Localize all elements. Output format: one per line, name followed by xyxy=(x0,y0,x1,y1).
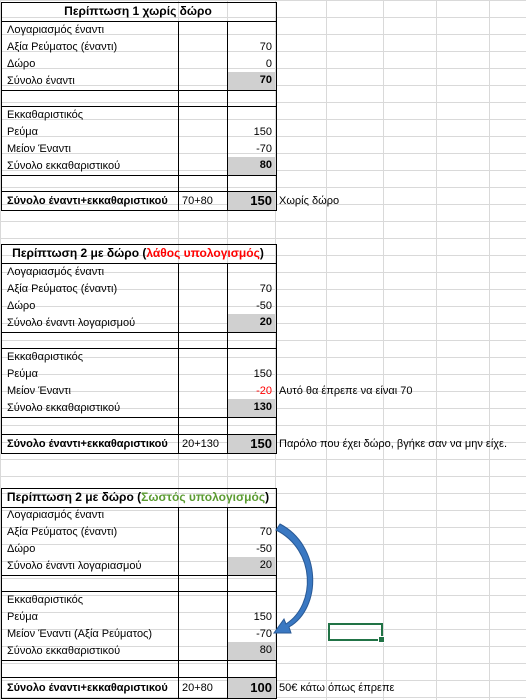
case2-wrong-subtotal-value[interactable]: 20 xyxy=(227,314,275,332)
fill-handle[interactable] xyxy=(378,636,385,643)
case2-wrong-subtotal-value[interactable]: 130 xyxy=(227,399,275,417)
case2-right-row-label[interactable]: Δώρο xyxy=(7,543,36,555)
case1-row-label[interactable]: Δώρο xyxy=(7,58,36,70)
case1-row-label[interactable]: Εκκαθαριστικός xyxy=(7,109,84,121)
column-gridline xyxy=(436,0,437,700)
case2-wrong-row-label[interactable]: Ρεύμα xyxy=(7,368,38,380)
border-line xyxy=(1,507,277,508)
case2-right-subtotal-value[interactable]: 80 xyxy=(227,642,275,660)
arrow-body xyxy=(274,524,313,633)
border-line xyxy=(1,417,277,418)
border-line xyxy=(227,507,228,699)
case1-row-label[interactable]: Αξία Ρεύματος (έναντι) xyxy=(7,41,118,53)
case1-row-label[interactable]: Σύνολο έναντι xyxy=(7,75,75,87)
case2-wrong-row-value[interactable]: -50 xyxy=(256,300,272,312)
case2-right-total-note[interactable]: 50€ κάτω όπως έπρεπε xyxy=(279,682,395,694)
curved-arrow-shape[interactable] xyxy=(270,520,320,640)
border-line xyxy=(1,677,277,678)
case1-row-value[interactable]: 0 xyxy=(265,58,272,70)
case2-right-total-value[interactable]: 100 xyxy=(227,678,275,698)
column-gridline xyxy=(383,0,384,700)
case2-wrong-minus-note[interactable]: Αυτό θα έπρεπε να είναι 70 xyxy=(279,385,413,397)
case2-right-row-value[interactable]: -70 xyxy=(256,628,272,640)
border-line xyxy=(1,21,277,22)
case2-right-subtotal-value[interactable]: 20 xyxy=(227,557,275,575)
case2-wrong-title[interactable] xyxy=(0,244,276,264)
case2-right-row-label[interactable]: Λογαριασμός έναντι xyxy=(7,509,105,521)
border-line xyxy=(1,106,277,107)
case2-right-row-label[interactable]: Αξία Ρεύματος (έναντι) xyxy=(7,526,118,538)
border-line xyxy=(178,507,179,699)
case2-wrong-row-label[interactable]: Μείον Έναντι xyxy=(7,385,71,397)
case1-row-value[interactable]: -70 xyxy=(256,143,272,155)
border-line xyxy=(1,348,277,349)
case2-right-title-highlight: Σωστός υπολογισμός xyxy=(141,490,266,504)
case2-wrong-title-end: ) xyxy=(259,246,264,260)
case2-wrong-row-label[interactable]: Δώρο xyxy=(7,300,36,312)
case2-wrong-title-highlight: λάθος υπολογισμός xyxy=(146,246,260,260)
case2-wrong-total-value[interactable]: 150 xyxy=(227,434,275,454)
border-line xyxy=(1,591,277,592)
case2-right-row-value[interactable]: 70 xyxy=(259,526,272,538)
case1-row-label[interactable]: Ρεύμα xyxy=(7,126,38,138)
column-gridline xyxy=(326,0,327,700)
case2-right-row-label[interactable]: Μείον Έναντι (Αξία Ρεύματος) xyxy=(7,628,153,640)
case2-wrong-row-value[interactable]: 150 xyxy=(253,368,272,380)
case2-wrong-row-label[interactable]: Αξία Ρεύματος (έναντι) xyxy=(7,283,118,295)
border-line xyxy=(1,660,277,661)
border-line xyxy=(178,263,179,454)
border-line xyxy=(1,434,277,435)
case1-total-label[interactable]: Σύνολο έναντι+εκκαθαριστικού xyxy=(7,195,168,207)
case2-right-row-label[interactable]: Ρεύμα xyxy=(7,611,38,623)
case2-wrong-row-label[interactable]: Λογαριασμός έναντι xyxy=(7,266,105,278)
case2-right-title[interactable] xyxy=(0,488,276,508)
case1-total-formula[interactable]: 70+80 xyxy=(182,195,213,207)
case2-right-row-label[interactable]: Σύνολο εκκαθαριστικού xyxy=(7,645,121,657)
border-line xyxy=(1,575,277,576)
case1-row-label[interactable]: Σύνολο εκκαθαριστικού xyxy=(7,160,121,172)
border-line xyxy=(1,90,277,91)
case2-wrong-row-label[interactable]: Σύνολο εκκαθαριστικού xyxy=(7,402,121,414)
border-line xyxy=(1,175,277,176)
column-gridline xyxy=(489,0,490,700)
case1-subtotal-value[interactable]: 80 xyxy=(227,157,275,175)
case2-wrong-minus-value[interactable]: -20 xyxy=(256,385,272,397)
border-line xyxy=(1,191,277,192)
case1-row-label[interactable]: Λογαριασμός έναντι xyxy=(7,24,105,36)
case2-wrong-row-label[interactable]: Σύνολο έναντι λογαρισμού xyxy=(7,317,136,329)
case2-right-row-value[interactable]: -50 xyxy=(256,543,272,555)
border-line xyxy=(178,21,179,211)
case1-subtotal-value[interactable]: 70 xyxy=(227,72,275,90)
case2-wrong-total-formula[interactable]: 20+130 xyxy=(182,438,220,450)
case2-right-total-formula[interactable]: 20+80 xyxy=(182,682,213,694)
case2-wrong-title-main: Περίπτωση 2 με δώρο ( xyxy=(12,246,147,260)
case1-title[interactable]: Περίπτωση 1 χωρίς δώρο xyxy=(64,4,212,18)
case1-total-note[interactable]: Χωρίς δώρο xyxy=(279,195,340,207)
case1-row-value[interactable]: 70 xyxy=(259,41,272,53)
case2-right-title-main: Περίπτωση 2 με δώρο ( xyxy=(6,490,142,504)
case1-row-label[interactable]: Μείον Έναντι xyxy=(7,143,71,155)
case2-right-row-label[interactable]: Σύνολο έναντι λογαριασμού xyxy=(7,560,142,572)
case1-total-value[interactable]: 150 xyxy=(227,191,275,211)
case2-right-title-end: ) xyxy=(265,490,270,504)
case2-right-row-label[interactable]: Εκκαθαριστικός xyxy=(7,594,84,606)
border-line xyxy=(227,263,228,454)
selected-cell[interactable] xyxy=(328,623,383,641)
border-line xyxy=(1,332,277,333)
case2-wrong-total-label[interactable]: Σύνολο έναντι+εκκαθαριστικού xyxy=(7,438,168,450)
border-line xyxy=(227,21,228,211)
case1-row-value[interactable]: 150 xyxy=(253,126,272,138)
case2-right-total-label[interactable]: Σύνολο έναντι+εκκαθαριστικού xyxy=(7,682,168,694)
case2-wrong-total-note[interactable]: Παρόλο που έχει δώρο, βγήκε σαν να μην είχε. xyxy=(279,438,507,450)
case2-right-row-value[interactable]: 150 xyxy=(253,611,272,623)
case2-wrong-row-value[interactable]: 70 xyxy=(259,283,272,295)
case2-wrong-row-label[interactable]: Εκκαθαριστικός xyxy=(7,351,84,363)
border-line xyxy=(1,263,277,264)
